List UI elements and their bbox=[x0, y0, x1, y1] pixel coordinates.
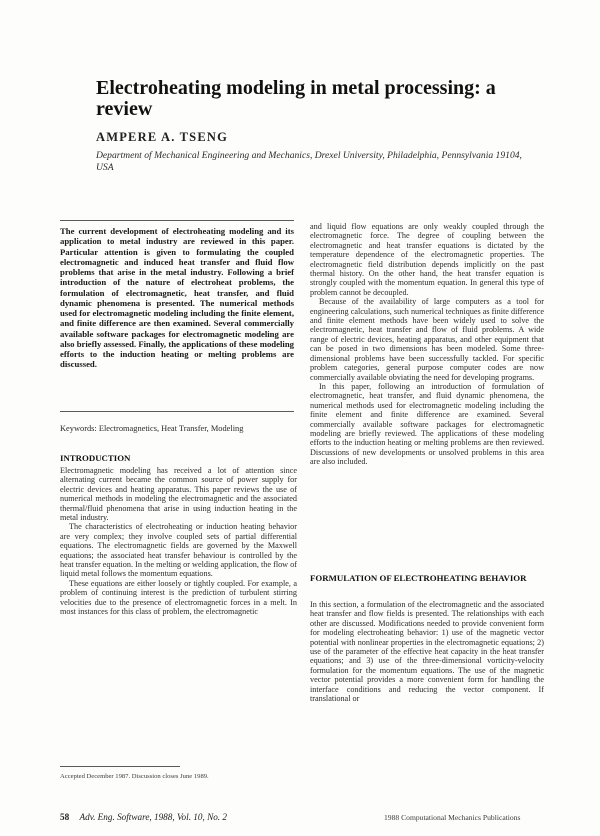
formulation-body bbox=[310, 600, 544, 703]
publisher-line: 1988 Computational Mechanics Publications bbox=[384, 813, 521, 822]
journal-citation: Adv. Eng. Software, 1988, Vol. 10, No. 2 bbox=[79, 812, 227, 822]
article-title: Electroheating modeling in metal processing: a review bbox=[96, 77, 496, 120]
page-footer bbox=[60, 812, 227, 822]
footnote-rule bbox=[60, 766, 180, 767]
paragraph: In this paper, following an introduction of formulation of electromagnetic, heat transfer, and fluid dynamic phenomena, the numerical methods used for electromagnetic modeling including the finite element and finite difference are examined. Several commercially available software packages for electromagnetic modeling are briefly reviewed. The applications of these modeling efforts to the induction heating or melting problems are then reviewed. Discussions of new developments or unsolved problems in this area are also included. bbox=[310, 381, 544, 467]
author-affiliation: Department of Mechanical Engineering and Mechanics, Drexel University, Philadelphia, Pennsylvania 19104, USA bbox=[96, 150, 522, 173]
abstract-bottom-rule bbox=[60, 411, 294, 412]
introduction-body bbox=[60, 466, 297, 617]
paragraph: and liquid flow equations are only weakly coupled through the electromagnetic force. The degree of coupling between the electromagnetic and heat transfer equations is dictated by the temperature dependence of the electromagnetic properties. The electromagnetic field distribution depends implicitly on the past thermal history. On the other hand, the heat transfer equation is strongly coupled with the momentum equation. In general this type of problem cannot be decoupled. bbox=[310, 222, 544, 297]
received-note: Accepted December 1987. Discussion closes June 1989. bbox=[60, 773, 209, 780]
abstract: The current development of electroheating modeling and its application to metal industry are reviewed in this paper. Particular attention is given to formulating the coupled electromagnetic and induced heat transfer and fluid flow problems that arise in the metal industry. Following a brief introduction of the nature of electroheat problems, the formulation of electromagnetic, heat transfer, and fluid dynamic phenomena is presented. The numerical methods used for electromagnetic modeling including the finite element, and finite difference are then examined. Several commercially available software packages for electromagnetic modeling are also briefly assessed. Finally, the applications of these modeling efforts to the induction heating or melting problems are discussed. bbox=[60, 226, 294, 370]
introduction-heading: INTRODUCTION bbox=[60, 453, 131, 463]
paragraph: The characteristics of electroheating or induction heating behavior are very complex; they involve coupled sets of partial differential equations. The electromagnetic fields are governed by the Maxwell equations; the associated heat transfer behaviour is controlled by the heat transfer equation. In the melting or welding application, the flow of liquid metal follows the momentum equations. bbox=[60, 522, 297, 579]
author-name: AMPERE A. TSENG bbox=[96, 130, 229, 144]
paragraph: Electromagnetic modeling has received a lot of attention since alternating current became the common source of power supply for electric devices and heating apparatus. This paper reviews the use of numerical methods in modeling the electromagnetic and the associated thermal/fluid phenomena that arise in using induction heating in the metal industry. bbox=[60, 466, 297, 523]
paragraph: These equations are either loosely or tightly coupled. For example, a problem of continuing interest is the prediction of turbulent stirring velocities due to the presence of electromagnetic forces in a melt. In most instances for this class of problem, the electromagnetic bbox=[60, 578, 297, 617]
keywords: Keywords: Electromagnetics, Heat Transfer, Modeling bbox=[60, 424, 244, 433]
abstract-top-rule bbox=[60, 220, 294, 221]
page-number: 58 bbox=[60, 812, 70, 822]
paragraph: Because of the availability of large computers as a tool for engineering calculations, such numerical techniques as finite difference and finite element methods have been widely used to solve the electromagnetic, heat transfer and flow of fluid problems. A wide range of electric devices, heating apparatus, and other equipment that can be posed in two dimensions has been modeled. Some three-dimensional problems have been successfully tackled. For specific problem categories, general purpose computer codes are now commercially available obviating the need for developing programs. bbox=[310, 297, 545, 382]
paragraph: In this section, a formulation of the electromagnetic and the associated heat transfer and flow fields is presented. The relationships with each other are discussed. Modifications needed to provide convenient form for modeling electroheating behavior: 1) use of the magnetic vector potential with nonlinear properties in the electromagnetic equations; 2) use of the parameter of the effective heat capacity in the heat transfer equations; and 3) use of the three-dimensional vorticity-velocity formulation for the momentum equations. The use of the magnetic vector potential provides a more convenient form for handling the interface conditions and reducing the vector component. If translational or bbox=[310, 600, 544, 704]
introduction-continued bbox=[310, 222, 544, 467]
formulation-heading: FORMULATION OF ELECTROHEATING BEHAVIOR bbox=[310, 573, 527, 583]
